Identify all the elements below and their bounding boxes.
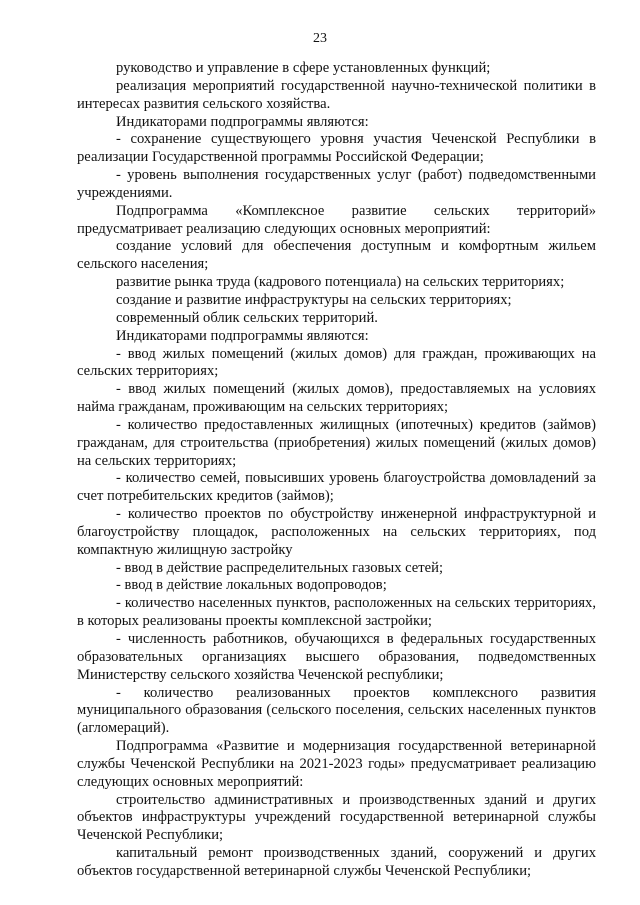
subprogram-paragraph: Подпрограмма «Комплексное развитие сельских территорий» предусматривает реализацию следующих основных мероприятий: xyxy=(77,202,596,237)
paragraph: реализация мероприятий государственной научно-технической политики в интересах развития сельского хозяйства. xyxy=(77,77,596,112)
indicator-item: - ввод в действие локальных водопроводов; xyxy=(116,577,387,594)
activity-item: строительство административных и производственных зданий и других объектов инфраструктуры учреждений государственной ветеринарной службы Чеченской Республики; xyxy=(77,791,596,844)
activity-item: современный облик сельских территорий. xyxy=(116,309,378,326)
indicator-item: - ввод в действие распределительных газовых сетей; xyxy=(116,559,443,576)
indicator-item: - количество проектов по обустройству инженерной инфраструктурной и благоустройству площадок, расположенных на сельских территориях, под компактную жилищную застройку xyxy=(77,506,596,558)
paragraph: Индикаторами подпрограммы являются: xyxy=(116,327,369,344)
indicator-item: - количество семей, повысивших уровень благоустройства домовладений за счет потребительских кредитов (займов); xyxy=(77,470,596,505)
indicator-item: - численность работников, обучающихся в федеральных государственных образовательных организациях высшего образования, подведомственных Министерству сельского хозяйства Чеченской республики; xyxy=(77,631,596,683)
indicator-item: - ввод жилых помещений (жилых домов) для граждан, проживающих на сельских территориях; xyxy=(77,345,596,380)
indicator-item: - уровень выполнения государственных услуг (работ) подведомственными учреждениями. xyxy=(77,167,596,201)
indicator-item: - сохранение существующего уровня участия Чеченской Республики в реализации Государственной программы Российской Федерации; xyxy=(77,131,596,166)
activity-item: капитальный ремонт производственных зданий, сооружений и других объектов государственной ветеринарной службы Чеченской Республики; xyxy=(77,845,596,879)
indicator-item: - ввод жилых помещений (жилых домов), предоставляемых на условиях найма гражданам, проживающим на сельских территориях; xyxy=(77,381,596,416)
paragraph: руководство и управление в сфере установленных функций; xyxy=(116,60,491,76)
paragraph: Индикаторами подпрограммы являются: xyxy=(116,113,369,130)
page-number: 23 xyxy=(313,31,327,46)
activity-item: создание и развитие инфраструктуры на сельских территориях; xyxy=(116,291,512,308)
subprogram-paragraph: Подпрограмма «Развитие и модернизация государственной ветеринарной службы Чеченской Республики на 2021-2023 годы» предусматривает реализацию следующих основных мероприятий: xyxy=(77,738,596,790)
indicator-item: - количество реализованных проектов комплексного развития муниципального образования (сельского поселения, сельских населенных пунктов (агломераций). xyxy=(77,684,596,737)
document-body xyxy=(77,60,596,881)
indicator-item: - количество населенных пунктов, расположенных на сельских территориях, в которых реализованы проекты комплексной застройки; xyxy=(77,595,596,630)
indicator-item: - количество предоставленных жилищных (ипотечных) кредитов (займов) гражданам, для строительства (приобретения) жилых помещений (жилых домов) на сельских территориях; xyxy=(77,416,596,469)
activity-item: создание условий для обеспечения доступным и комфортным жильем сельского населения; xyxy=(77,238,596,273)
activity-item: развитие рынка труда (кадрового потенциала) на сельских территориях; xyxy=(116,274,565,291)
